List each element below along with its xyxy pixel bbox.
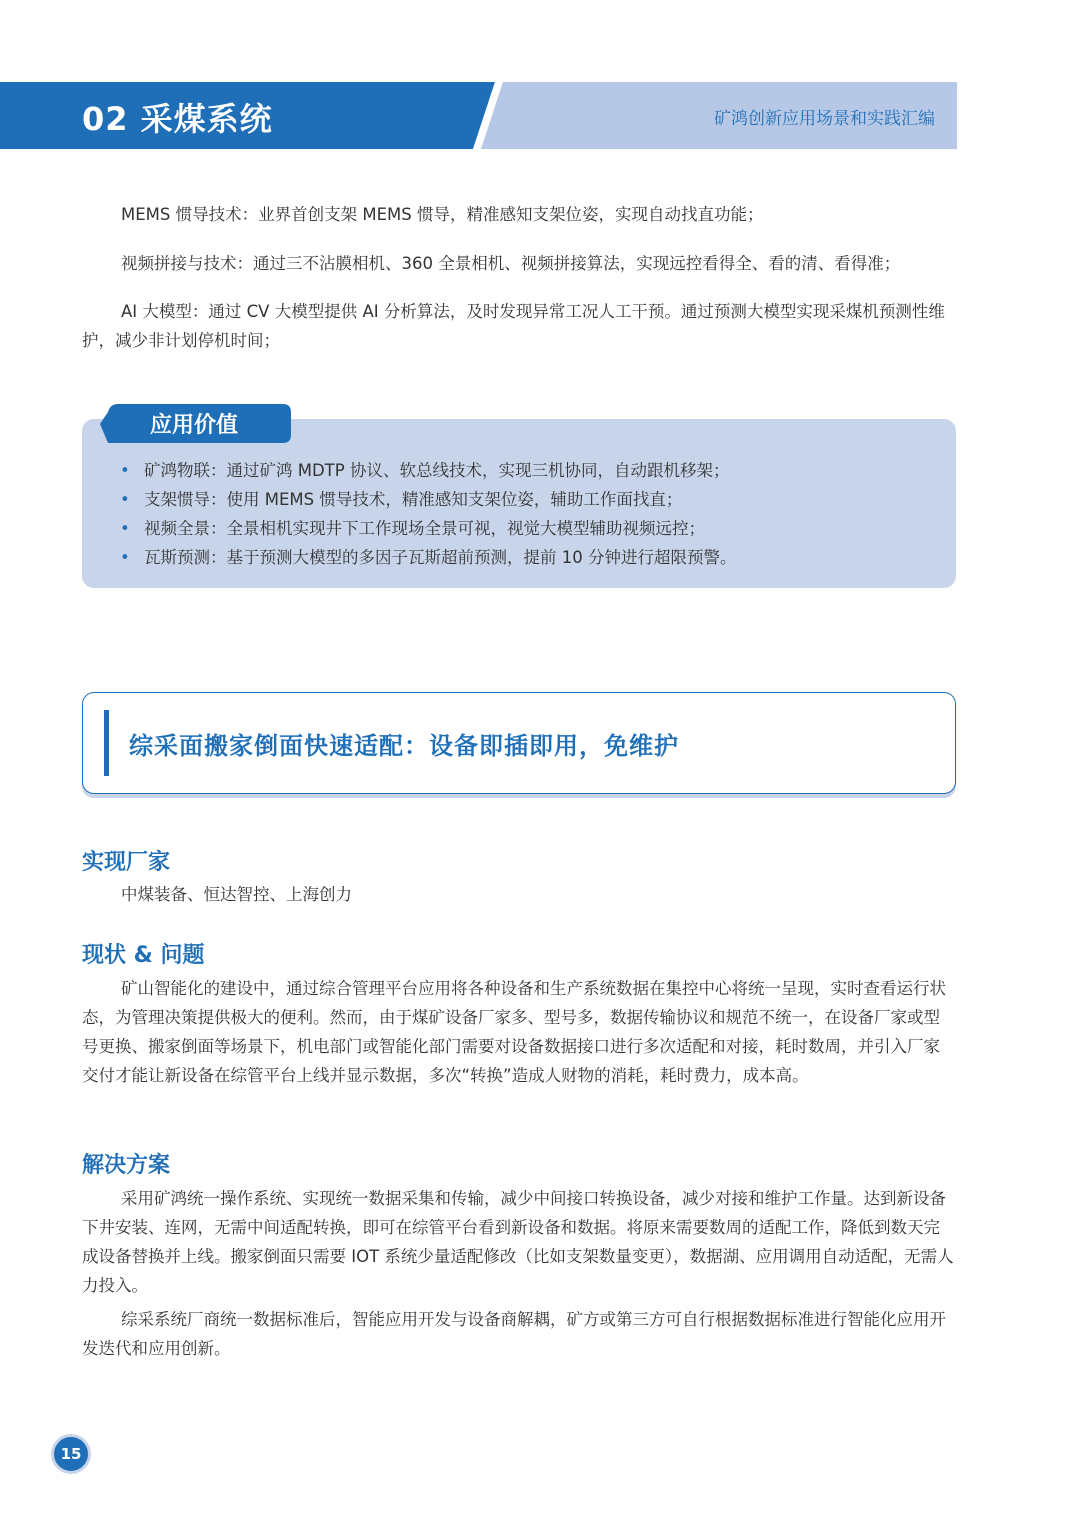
vendor-heading: 实现厂家: [82, 850, 171, 875]
publication-title: 矿鸿创新应用场景和实践汇编: [714, 109, 935, 129]
vendor-text: 中煤装备、恒达智控、上海创力: [121, 885, 352, 904]
scenario-card-accent: [104, 710, 109, 776]
list-item: • 视频全景：全景相机实现井下工作现场全景可视，视觉大模型辅助视频远控；: [120, 514, 737, 543]
intro-paragraph-mems: MEMS 惯导技术：业界首创支架 MEMS 惯导，精准感知支架位姿，实现自动找直功能；: [121, 205, 764, 224]
page-number: 15: [51, 1434, 91, 1474]
chapter-title: 02 采煤系统: [82, 100, 273, 138]
solution-heading: 解决方案: [82, 1153, 171, 1178]
app-value-heading: 应用价值: [150, 413, 239, 438]
bullet-icon: •: [120, 519, 130, 538]
status-text: 矿山智能化的建设中，通过综合管理平台应用将各种设备和生产系统数据在集控中心将统一呈现，实时查看运行状态，为管理决策提供极大的便利。然而，由于煤矿设备厂家多、型号多，数据传输协议和规范不统一，在设备厂家或型号更换、搬家倒面等场景下，机电部门或智能化部门需要对设备数据接口进行多次适配和对接，耗时数周，并引入厂家交付才能让新设备在综管平台上线并显示数据，多次“转换”造成人财物的消耗，耗时费力，成本高。: [82, 979, 946, 1085]
app-value-list: [120, 456, 737, 572]
bullet-icon: •: [120, 490, 130, 509]
list-item: • 支架惯导：使用 MEMS 惯导技术，精准感知支架位姿，辅助工作面找直；: [120, 485, 737, 514]
solution-text-1: 采用矿鸿统一操作系统、实现统一数据采集和传输，减少中间接口转换设备，减少对接和维护工作量。达到新设备下井安装、连网，无需中间适配转换，即可在综管平台看到新设备和数据。将原来需要数周的适配工作，降低到数天完成设备替换并上线。搬家倒面只需要 IOT 系统少量适配修改（比如支架数量变更），数据湖、应用调用自动适配，无需人力投入。: [82, 1189, 954, 1295]
bullet-icon: •: [120, 548, 130, 567]
scenario-title: 综采面搬家倒面快速适配：设备即插即用，免维护: [129, 732, 679, 760]
list-item: • 矿鸿物联：通过矿鸿 MDTP 协议、软总线技术，实现三机协同，自动跟机移架；: [120, 456, 737, 485]
status-heading: 现状 & 问题: [82, 943, 205, 968]
page-header: [0, 82, 957, 149]
intro-paragraph-video: 视频拼接与技术：通过三不沾膜相机、360 全景相机、视频拼接算法，实现远控看得全、看的清、看得准；: [121, 254, 901, 273]
bullet-icon: •: [120, 461, 130, 480]
list-item: • 瓦斯预测：基于预测大模型的多因子瓦斯超前预测，提前 10 分钟进行超限预警。: [120, 543, 737, 572]
intro-paragraph-ai: AI 大模型：通过 CV 大模型提供 AI 分析算法，及时发现异常工况人工干预。通过预测大模型实现采煤机预测性维护，减少非计划停机时间；: [82, 302, 945, 350]
solution-text-2: 综采系统厂商统一数据标准后，智能应用开发与设备商解耦，矿方或第三方可自行根据数据标准进行智能化应用开发迭代和应用创新。: [82, 1310, 946, 1358]
